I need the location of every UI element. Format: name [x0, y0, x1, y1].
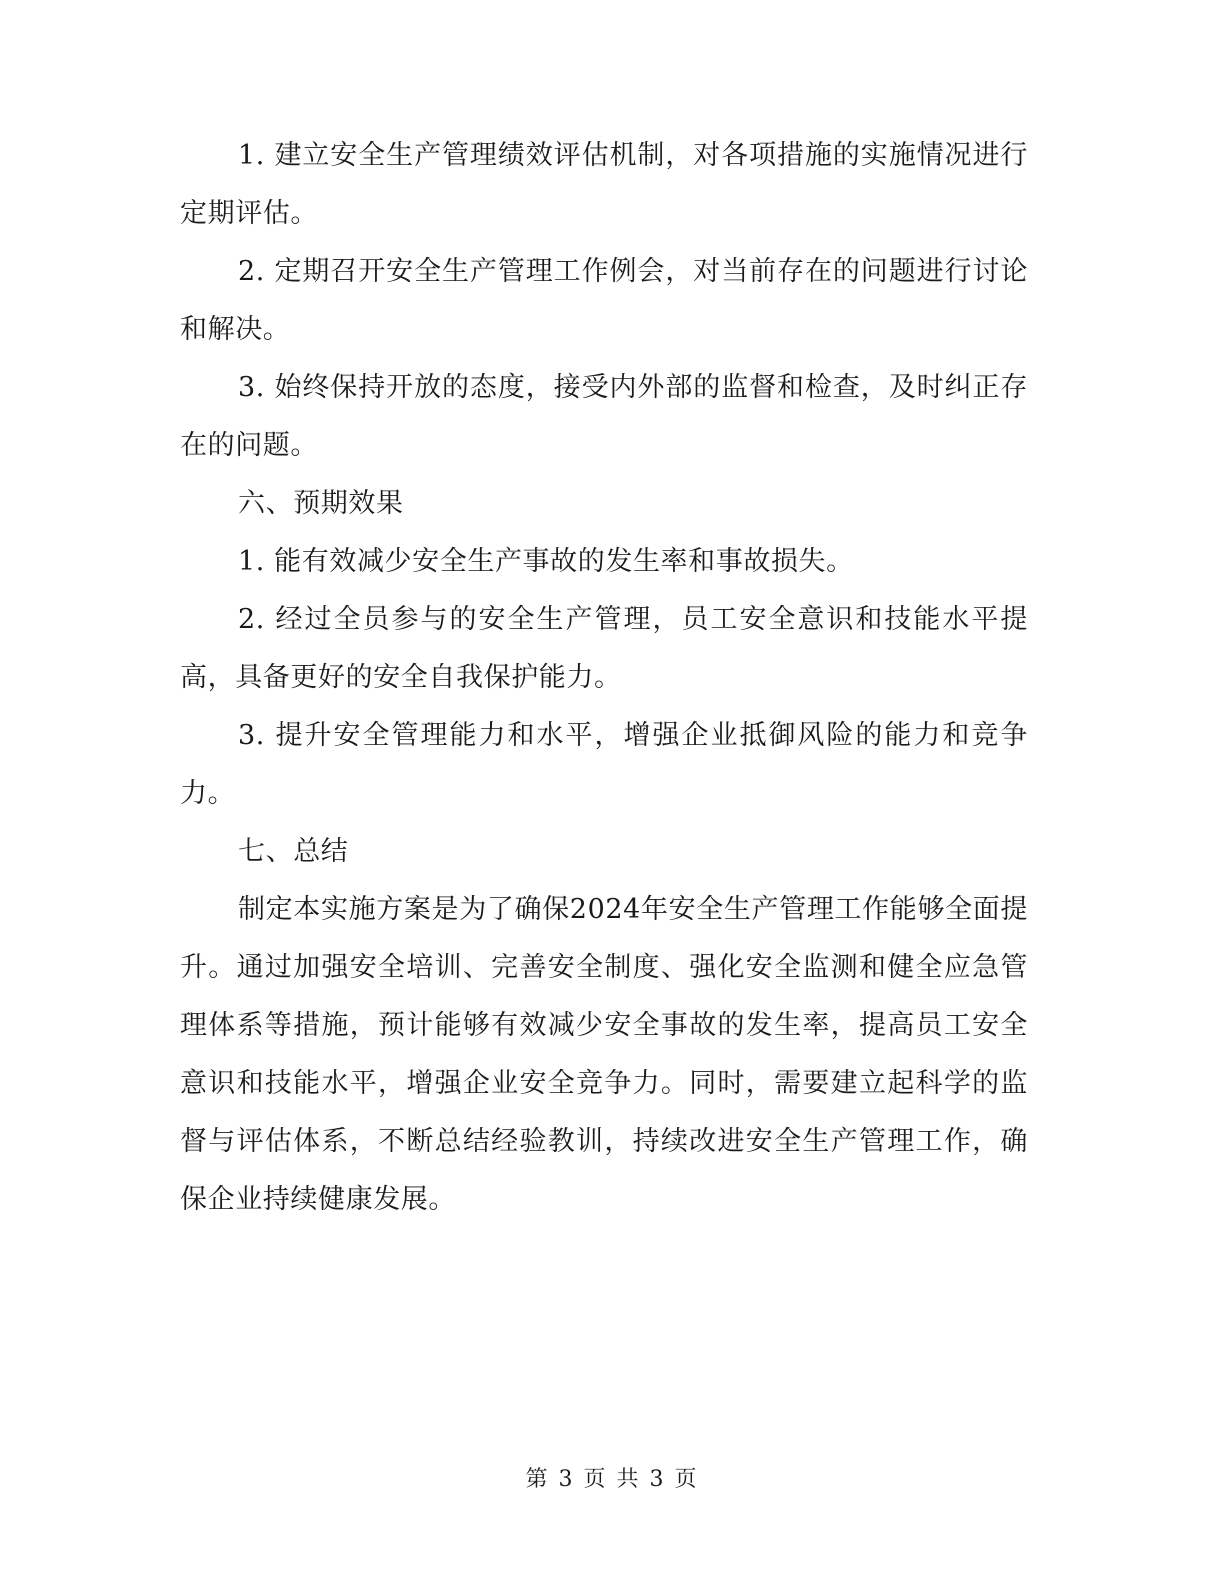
section-heading-expected-effects: 六、预期效果	[238, 488, 404, 519]
paragraph-effect-2: 2. 经过全员参与的安全生产管理，员工安全意识和技能水平提高，具备更好的安全自我保护能力。	[180, 604, 1028, 693]
section-heading-summary: 七、总结	[238, 836, 349, 867]
paragraph-measure-3: 3. 始终保持开放的态度，接受内外部的监督和检查，及时纠正存在的问题。	[180, 372, 1028, 461]
paragraph-effect-3: 3. 提升安全管理能力和水平，增强企业抵御风险的能力和竞争力。	[180, 720, 1028, 809]
paragraph-measure-2: 2. 定期召开安全生产管理工作例会，对当前存在的问题进行讨论和解决。	[180, 256, 1028, 345]
page-number-footer: 第 3 页 共 3 页	[525, 1467, 699, 1492]
paragraph-measure-1: 1. 建立安全生产管理绩效评估机制，对各项措施的实施情况进行定期评估。	[180, 140, 1028, 229]
paragraph-effect-1: 1. 能有效减少安全生产事故的发生率和事故损失。	[238, 546, 854, 577]
paragraph-summary: 制定本实施方案是为了确保2024年安全生产管理工作能够全面提升。通过加强安全培训、完善安全制度、强化安全监测和健全应急管理体系等措施，预计能够有效减少安全事故的发生率，提高员工安全意识和技能水平，增强企业安全竞争力。同时，需要建立起科学的监督与评估体系，不断总结经验教训，持续改进安全生产管理工作，确保企业持续健康发展。	[180, 894, 1028, 1215]
document-body	[180, 127, 1028, 1229]
